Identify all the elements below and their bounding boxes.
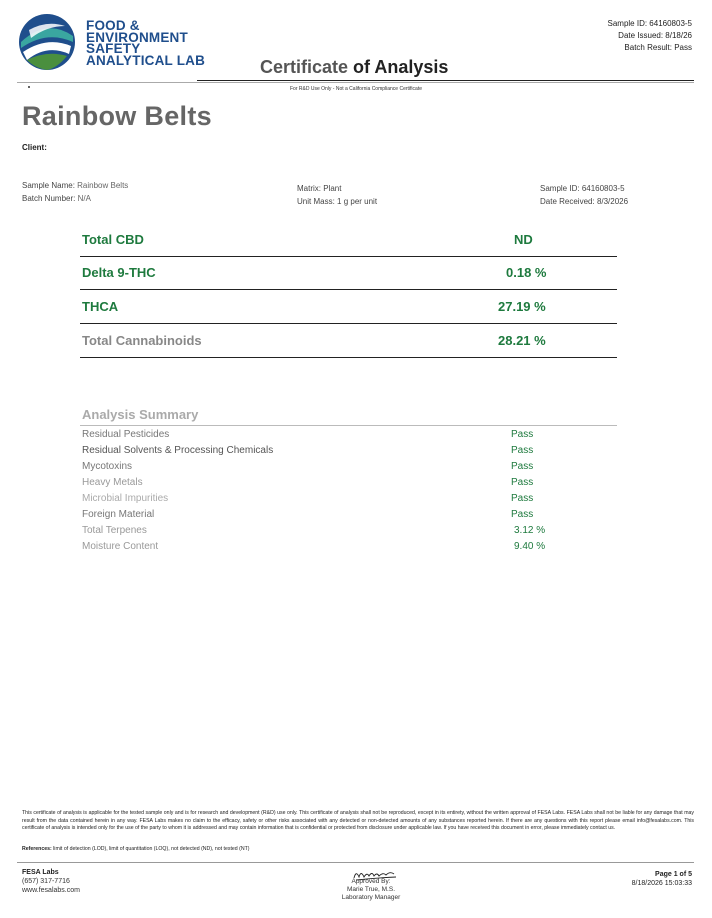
- summary-test-result: Pass: [511, 493, 534, 504]
- header-batch-result: Batch Result: Pass: [624, 43, 692, 52]
- matrix-label: Matrix:: [297, 184, 321, 193]
- client-label: Client:: [22, 143, 47, 152]
- cannabinoid-name: Delta 9-THC: [82, 265, 156, 280]
- title-part-2: of Analysis: [353, 57, 449, 77]
- batch-number-value: N/A: [77, 194, 91, 203]
- header-date-issued: Date Issued: 8/18/26: [618, 31, 692, 40]
- cannabinoid-row: [80, 292, 617, 324]
- fesa-logo-icon: [17, 12, 77, 72]
- row-divider: [80, 289, 617, 291]
- cannabinoid-value: 0.18 %: [506, 265, 547, 280]
- cannabinoid-value: 28.21 %: [498, 333, 546, 348]
- summary-test-name: Moisture Content: [82, 541, 159, 552]
- summary-row: [82, 509, 602, 525]
- lab-name-line-4: ANALYTICAL LAB: [86, 52, 206, 68]
- info-right: [540, 182, 628, 208]
- batch-number-label: Batch Number:: [22, 194, 76, 203]
- summary-test-result: 3.12 %: [514, 525, 546, 536]
- product-name: Rainbow Belts: [22, 101, 212, 131]
- summary-test-result: 9.40 %: [514, 541, 546, 552]
- footer-divider: [17, 862, 694, 863]
- rd-use-note: For R&D Use Only - Not a California Compliance Certificate: [290, 86, 422, 92]
- cannabinoid-name: THCA: [82, 299, 119, 314]
- lab-name-line-1: FOOD &: [86, 18, 140, 33]
- summary-row: [82, 461, 602, 477]
- references-label: References:: [22, 846, 52, 852]
- header-divider-thin: [17, 82, 694, 83]
- date-received-label: Date Received:: [540, 197, 595, 206]
- row-divider: [80, 357, 617, 359]
- sample-name-value: Rainbow Belts: [77, 181, 129, 190]
- row-divider: [80, 256, 617, 258]
- sample-id-label: Sample ID:: [540, 184, 580, 193]
- summary-test-name: Residual Solvents & Processing Chemicals: [82, 445, 274, 456]
- summary-row: [82, 525, 602, 541]
- header-divider: [197, 80, 694, 81]
- lab-name-line-2: ENVIRONMENT: [86, 29, 188, 45]
- summary-row: [82, 541, 602, 557]
- title-part-1: Certificate: [260, 57, 349, 77]
- page-number: Page 1 of 5: [655, 871, 692, 878]
- summary-row: [82, 477, 602, 493]
- header-meta: [608, 18, 693, 54]
- company-website: www.fesalabs.com: [22, 887, 80, 894]
- lab-name: [86, 20, 205, 66]
- summary-test-name: Total Terpenes: [82, 525, 147, 536]
- summary-test-result: Pass: [511, 461, 534, 472]
- summary-test-result: Pass: [511, 509, 534, 520]
- print-timestamp: 8/18/2026 15:03:33: [631, 880, 692, 887]
- approver-title: Laboratory Manager: [341, 894, 401, 901]
- lab-name-line-3: SAFETY: [86, 41, 141, 56]
- cannabinoid-row: [80, 225, 617, 257]
- summary-divider: [80, 425, 617, 426]
- company-phone: (657) 317-7716: [22, 878, 70, 885]
- company-name: FESA Labs: [22, 869, 59, 876]
- cannabinoid-row-total: [80, 326, 617, 358]
- summary-test-result: Pass: [511, 477, 534, 488]
- sample-id-value: 64160803-5: [581, 184, 625, 193]
- date-received-value: 8/3/2026: [596, 197, 629, 206]
- summary-test-name: Mycotoxins: [82, 461, 133, 472]
- summary-test-result: Pass: [511, 445, 534, 456]
- info-middle: [297, 182, 377, 208]
- footer-contact: [22, 868, 80, 895]
- disclaimer-text: This certificate of analysis is applicable for the tested sample only and is for research and development (R&D) use only. This certificate of analysis shall not be reproduced, except in its entirety, without the written approval of FESA Labs. FESA Labs shall not be liable for any damage that may result from the data contained herein in any way. FESA Labs makes no claim to the efficacy, safety or other risks associated with any detected or non-detected amounts of any substances reported herein. If there are any questions with this report please email info@fesalabs.com. This certificate of analysis is intended only for the use of the party to whom it is addressed and may contain information that is confidential or protected from disclosure under applicable law. If you have received this document in error, please immediately contact us.: [22, 810, 694, 831]
- references: [22, 846, 250, 852]
- unit-mass-value: 1 g per unit: [337, 197, 378, 206]
- approver-name: Marie True, M.S.: [346, 886, 396, 893]
- approved-by-label: Approved By:: [351, 878, 391, 885]
- header-sample-id: Sample ID: 64160803-5: [607, 19, 692, 28]
- matrix-value: Plant: [323, 184, 342, 193]
- analysis-summary-title: Analysis Summary: [82, 407, 199, 422]
- cannabinoid-row: [80, 258, 617, 290]
- footer-page-info: [632, 870, 692, 888]
- info-left: [22, 179, 128, 205]
- sample-name-label: Sample Name:: [22, 181, 75, 190]
- summary-test-name: Microbial Impurities: [82, 493, 169, 504]
- cannabinoid-value: 27.19 %: [498, 299, 546, 314]
- summary-row: [82, 429, 602, 445]
- approval-block: [326, 870, 416, 902]
- unit-mass-label: Unit Mass:: [297, 197, 335, 206]
- summary-test-name: Heavy Metals: [82, 477, 143, 488]
- cannabinoid-name: Total Cannabinoids: [82, 333, 202, 348]
- summary-test-result: Pass: [511, 429, 534, 440]
- cannabinoid-value: ND: [514, 232, 533, 247]
- summary-test-name: Foreign Material: [82, 509, 155, 520]
- summary-test-name: Residual Pesticides: [82, 429, 170, 440]
- cannabinoid-name: Total CBD: [82, 232, 144, 247]
- references-text: limit of detection (LOD), limit of quantitation (LOQ), not detected (ND), not tested (NT): [53, 846, 250, 852]
- summary-row: [82, 493, 602, 509]
- row-divider: [80, 323, 617, 325]
- document-title: [260, 57, 448, 78]
- summary-row: [82, 445, 602, 461]
